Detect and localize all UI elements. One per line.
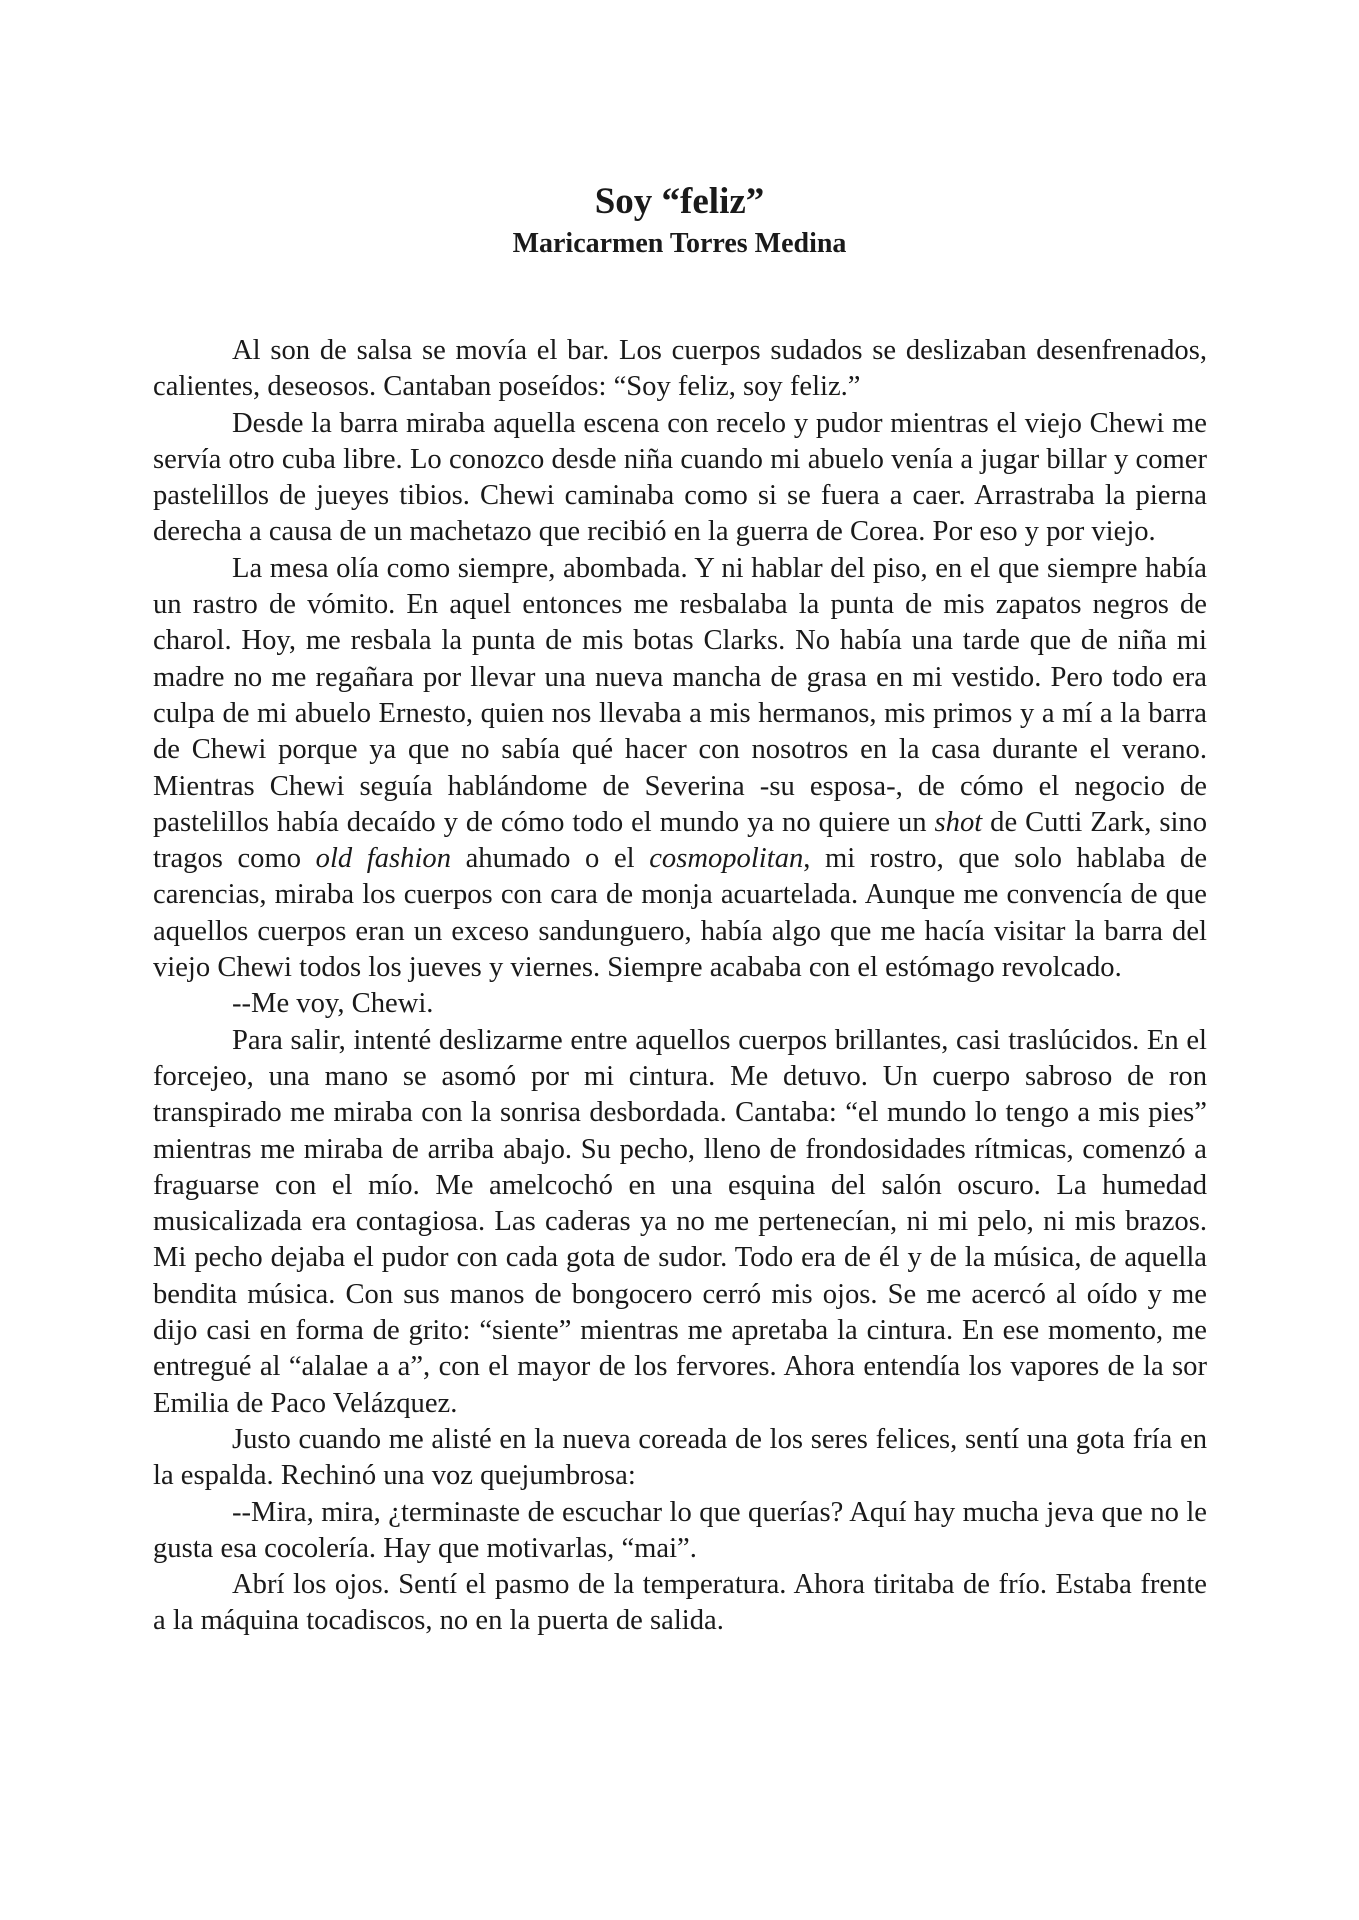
story-body [153, 333, 1207, 1640]
paragraph-4: --Me voy, Chewi. [232, 988, 434, 1020]
paragraph-3-text-d: , mi rostro, que solo hablaba de carencias, miraba los cuerpos con cara de monja acuartelada. Aunque me convencía de que aquellos cuerpos eran un exceso sandunguero, había algo que me hacía visitar la barra del viejo Chewi todos los jueves y viernes. Siempre acababa con el estómago revolcado. [153, 843, 1208, 984]
paragraph-3 [153, 551, 1207, 987]
paragraph-3-italic-old-fashion: old fashion [315, 843, 451, 875]
paragraph-3-text-b: de Cutti Zark, sino tragos como [153, 806, 1208, 875]
paragraph-3-italic-cosmopolitan: cosmopolitan [649, 843, 804, 875]
paragraph-2: Desde la barra miraba aquella escena con recelo y pudor mientras el viejo Chewi me servía otro cuba libre. Lo conozco desde niña cuando mi abuelo venía a jugar billar y comer pastelillos de jueyes tibios. Chewi caminaba como si se fuera a caer. Arrastraba la pierna derecha a causa de un machetazo que recibió en la guerra de Corea. Por eso y por viejo. [153, 407, 1207, 548]
paragraph-7: --Mira, mira, ¿terminaste de escuchar lo que querías? Aquí hay mucha jeva que no le gusta esa cocolería. Hay que motivarlas, “mai”. [153, 1496, 1207, 1564]
paragraph-1: Al son de salsa se movía el bar. Los cuerpos sudados se deslizaban desenfrenados, calientes, deseosos. Cantaban poseídos: “Soy feliz, soy feliz.” [153, 335, 1207, 403]
paragraph-3-text-c: ahumado o el [451, 843, 650, 875]
story-title: Soy “feliz” [594, 181, 765, 222]
paragraph-3-italic-shot: shot [934, 806, 983, 838]
paragraph-8: Abrí los ojos. Sentí el pasmo de la temperatura. Ahora tiritaba de frío. Estaba frente a la máquina tocadiscos, no en la puerta de salida. [153, 1569, 1207, 1637]
story-author: Maricarmen Torres Medina [512, 228, 847, 259]
paragraph-5: Para salir, intenté deslizarme entre aquellos cuerpos brillantes, casi traslúcidos. En el forcejeo, una mano se asomó por mi cintura. Me detuvo. Un cuerpo sabroso de ron transpirado me miraba con la sonrisa desbordada. Cantaba: “el mundo lo tengo a mis pies” mientras me miraba de arriba abajo. Su pecho, lleno de frondosidades rítmicas, comenzó a fraguarse con el mío. Me amelcochó en una esquina del salón oscuro. La humedad musicalizada era contagiosa. Las caderas ya no me pertenecían, ni mi pelo, ni mis brazos. Mi pecho dejaba el pudor con cada gota de sudor. Todo era de él y de la música, de aquella bendita música. Con sus manos de bongocero cerró mis ojos. Se me acercó al oído y me dijo casi en forma de grito: “siente” mientras me apretaba la cintura. En ese momento, me entregué al “alalae a a”, con el mayor de los fervores. Ahora entendía los vapores de la sor Emilia de Paco Velázquez. [153, 1024, 1207, 1419]
paragraph-6: Justo cuando me alisté en la nueva coreada de los seres felices, sentí una gota fría en la espalda. Rechinó una voz quejumbrosa: [153, 1423, 1207, 1492]
paragraph-3-text-a: La mesa olía como siempre, abombada. Y ni hablar del piso, en el que siempre había un rastro de vómito. En aquel entonces me resbalaba la punta de mis zapatos negros de charol. Hoy, me resbala la punta de mis botas Clarks. No había una tarde que de niña mi madre no me regañara por llevar una nueva mancha de grasa en mi vestido. Pero todo era culpa de mi abuelo Ernesto, quien nos llevaba a mis hermanos, mis primos y a mí a la barra de Chewi porque ya que no sabía qué hacer con nosotros en la casa durante el verano. Mientras Chewi seguía hablándome de Severina -su esposa-, de cómo el negocio de pastelillos había decaído y de cómo todo el mundo ya no quiere un [153, 552, 1207, 838]
